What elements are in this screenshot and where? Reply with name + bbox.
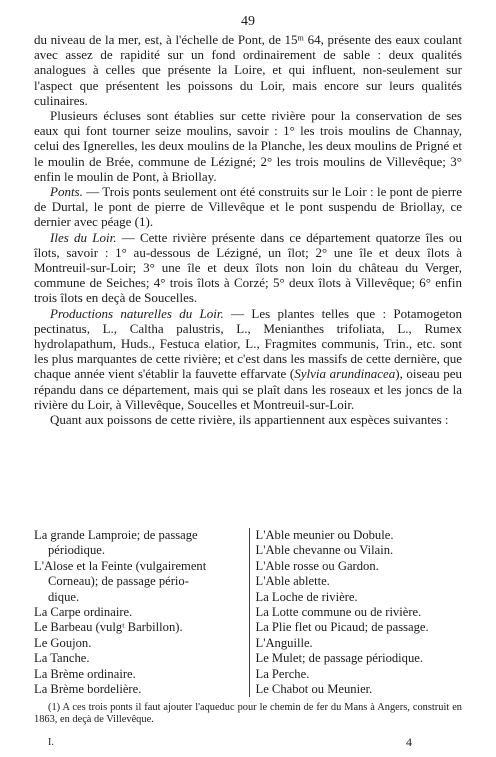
fish-item: L'Able chevanne ou Vilain. — [255, 543, 394, 558]
section-heading-iles: Iles du Loir. — [50, 229, 117, 245]
paragraph-text: Quant aux poissons de cette rivière, ils appartiennent aux espèces suivantes : — [50, 412, 449, 428]
fish-item: Corneau); de passage pério- — [48, 574, 189, 589]
fish-item: Le Goujon. — [34, 635, 92, 650]
paragraph-text: ), oiseau peu répandu dans ce département, mais qui se plaît dans les roseaux et les joncs de la rivière du Loir, à Villevêque, Soucelles et Montreuil-sur-Loir. — [34, 366, 462, 412]
signature-number: 4 — [406, 735, 412, 749]
fish-item: L'Anguille. — [255, 635, 313, 650]
paragraph-text: — Les plantes telles que : Potamogeton pectinatus, L., Caltha palustris, L., Menianthes trifoliata, L., Rumex hydrolapathum, Huds., Festuca elatior, L., Fragmites communis, Trin., etc. sont les plus marquantes de cette rivière; et c'est dans les massifs de cette dernière, que chaque année vient s'établir la fauvette effarvate ( — [34, 305, 462, 382]
paragraph-text: du niveau de la mer, est, à l'échelle de Pont, de 15ᵐ 64, présente des eaux coulant avec assez de rapidité sur un fond ordinairement de sable : deux qualités analogues à celles que présente la Loire, et qui influent, non-seulement sur l'aspect que présentent les poissons du Loir, mais encore sur leurs qualités culinaires. — [34, 32, 462, 108]
paragraph — [34, 108, 462, 184]
fish-item: Le Chabot ou Meunier. — [255, 682, 373, 697]
section-heading-productions: Productions naturelles du Loir. — [50, 305, 224, 321]
fish-item: La Plie flet ou Picaud; de passage. — [255, 620, 429, 635]
fish-column-right — [249, 528, 465, 697]
fish-item: La Carpe ordinaire. — [34, 605, 133, 620]
paragraph — [34, 412, 462, 427]
fish-column-left — [34, 528, 249, 697]
fish-item: La Lotte commune ou de rivière. — [255, 605, 422, 620]
fish-item: La Brème ordinaire. — [34, 666, 136, 681]
fish-item: La grande Lamproie; de passage — [34, 528, 198, 542]
paragraph-text: — Cette rivière présente dans ce département quatorze îles ou îlots, savoir : 1° au-dessous de Lézigné, un îlot; 2° une île et deux îlots à Montreuil-sur-Loir; 3° une île et deux îlots non loin du château du Verger, commune de Seiches; 4° trois îlots à Corzé; 5° deux îlots à Villevêque; 6° enfin trois îlots en deçà de Soucelles. — [34, 229, 462, 306]
section-heading-ponts: Ponts. — [50, 184, 83, 200]
footnote: (1) A ces trois ponts il faut ajouter l'aqueduc pour le chemin de fer du Mans à Angers, construit en 1863, en deçà de Villevêque. — [34, 702, 462, 725]
fish-item: La Brème bordelière. — [34, 682, 142, 697]
paragraph-text: — Trois ponts seulement ont été construits sur le Loir : le pont de pierre de Durtal, le pont de pierre de Villevêque et le pont suspendu de Briollay, ce dernier avec péage (1). — [34, 184, 462, 230]
fish-item: périodique. — [48, 543, 106, 558]
fish-item: Le Barbeau (vulgᵗ Barbillon). — [34, 620, 183, 635]
paragraph — [34, 32, 462, 108]
fish-item: L'Able meunier ou Dobule. — [255, 528, 394, 542]
fish-item: L'Able ablette. — [255, 574, 330, 589]
paragraph — [34, 184, 462, 230]
signature-mark: I. — [48, 737, 54, 748]
fish-item: La Loche de rivière. — [255, 589, 358, 604]
fish-item: L'Alose et la Feinte (vulgairement — [34, 558, 207, 573]
paragraph-text: Plusieurs écluses sont établies sur cette rivière pour la conservation de ses eaux qui font tourner seize moulins, savoir : 1° les trois moulins de Channay, celui des Ignerelles, les deux moulins de la Planche, les deux moulins de Prigné et le moulin de Brée, commune de Lézigné; 2° les trois moulins de Villevêque; 3° enfin le moulin de Pont, à Briollay. — [34, 108, 462, 184]
paragraph — [34, 306, 462, 412]
fish-item: Le Mulet; de passage périodique. — [255, 651, 424, 666]
species-name: Sylvia arundinacea — [294, 366, 396, 382]
paragraph — [34, 230, 462, 306]
fish-item: La Perche. — [255, 666, 310, 681]
body-text — [34, 32, 462, 427]
fish-item: La Tanche. — [34, 651, 90, 666]
fish-item: dique. — [48, 589, 80, 604]
fish-item: L'Able rosse ou Gardon. — [255, 558, 379, 573]
fish-species-list — [34, 528, 464, 697]
page-number: 49 — [241, 14, 255, 29]
